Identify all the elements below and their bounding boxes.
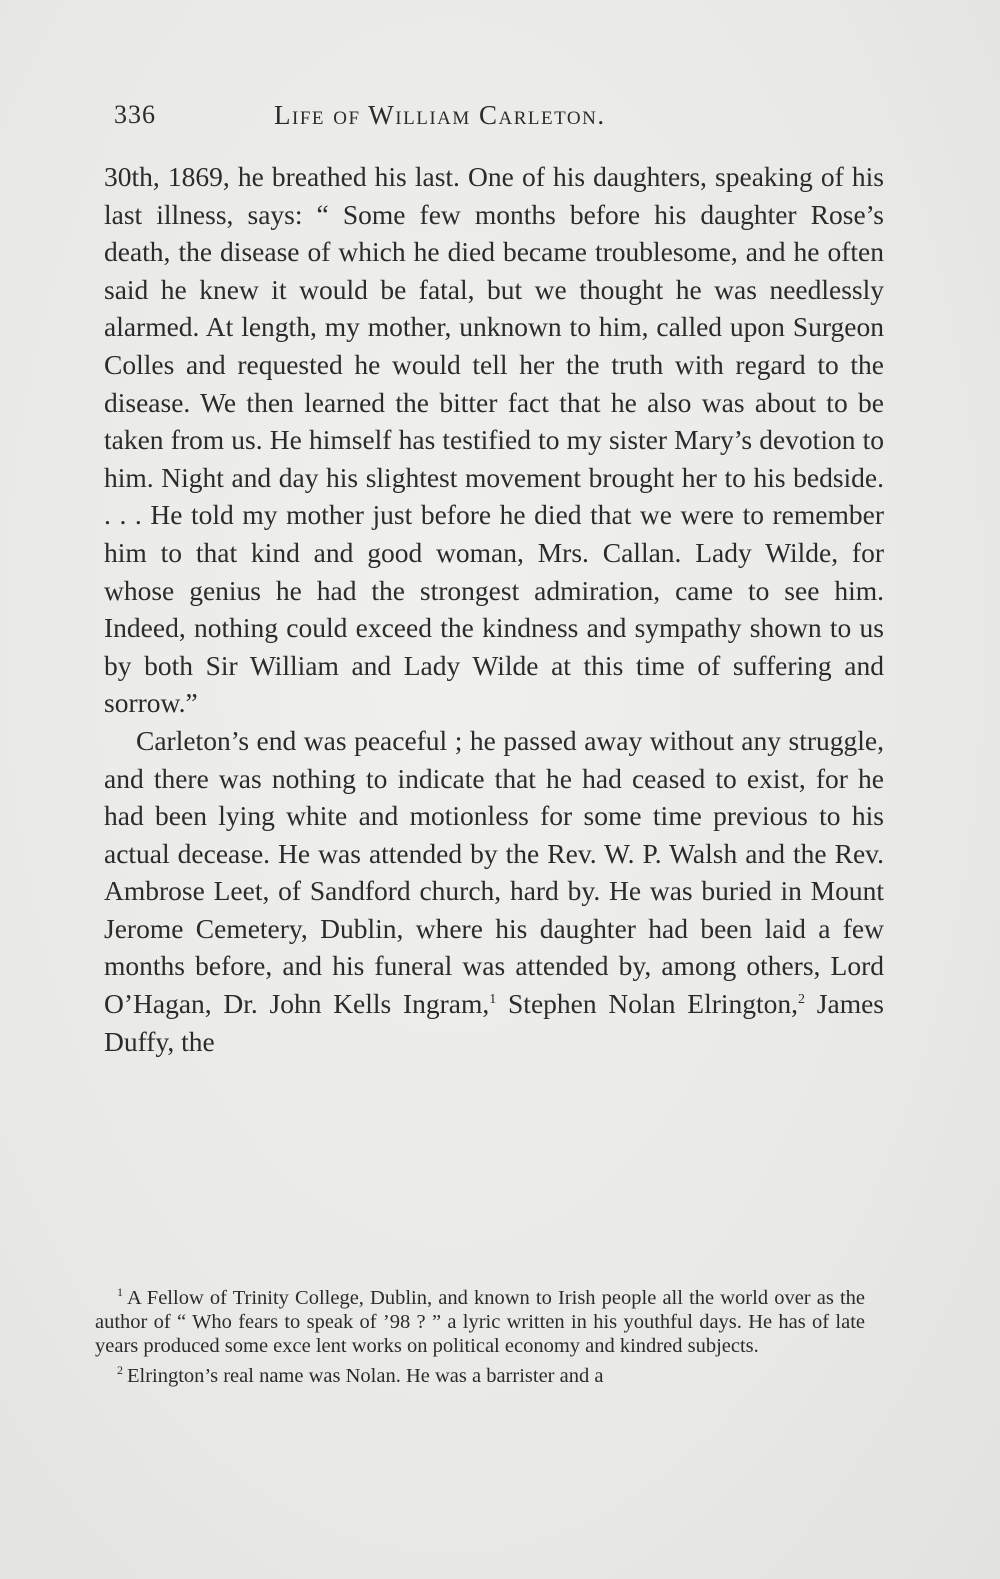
paragraph-2-part-c: James Duffy, the	[104, 988, 884, 1057]
footnote-1-text: A Fellow of Trinity College, Dublin, and known to Irish people all the world over as the author of “ Who fears to speak of ’98 ? ” a lyric written in his youthful days. He has of late years produced some exce lent works on political economy and kindred subjects.	[95, 1286, 865, 1357]
page-number: 336	[114, 100, 156, 129]
footnote-2	[95, 1358, 865, 1388]
body-text	[104, 158, 884, 1060]
page-header	[114, 100, 914, 136]
running-title: Life of William Carleton.	[274, 100, 606, 130]
paragraph-2	[104, 722, 884, 1060]
footnote-1-marker: 1	[117, 1285, 123, 1299]
paragraph-2-part-a: Carleton’s end was peaceful ; he passed away without any struggle, and there was nothing to indicate that he had ceased to exist, for he had been lying white and motionless for some time previous to his actual decease. He was attended by the Rev. W. P. Walsh and the Rev. Ambrose Leet, of Sandford church, hard by. He was buried in Mount Jerome Cemetery, Dublin, where his daughter had been laid a few months before, and his funeral was attended by, among others, Lord O’Hagan, Dr. John Kells Ingram,	[104, 724, 884, 1020]
footnote-ref-2: 2	[798, 991, 806, 1007]
paragraph-2-part-b: Stephen Nolan Elrington,	[496, 988, 799, 1020]
footnotes	[95, 1280, 865, 1388]
footnote-2-marker: 2	[117, 1362, 123, 1377]
footnote-ref-1: 1	[489, 991, 497, 1007]
footnote-1	[95, 1280, 865, 1358]
footnote-2-text: Elrington’s real name was Nolan. He was a barrister and a	[127, 1364, 604, 1387]
paragraph-1: 30th, 1869, he breathed his last. One of his daughters, speaking of his last illness, says: “ Some few months before his daughter Rose’s death, the disease of which he died became troublesome, and he often said he knew it would be fatal, but we thought he was needlessly alarmed. At length, my mother, unknown to him, called upon Surgeon Colles and requested he would tell her the truth with regard to the disease. We then learned the bitter fact that he also was about to be taken from us. He himself has testified to my sister Mary’s devotion to him. Night and day his slightest movement brought her to his bedside. . . . He told my mother just before he died that we were to remember him to that kind and good woman, Mrs. Callan. Lady Wilde, for whose genius he had the strongest admiration, came to see him. Indeed, nothing could exceed the kindness and sympathy shown to us by both Sir William and Lady Wilde at this time of suffering and sorrow.”	[104, 161, 884, 719]
